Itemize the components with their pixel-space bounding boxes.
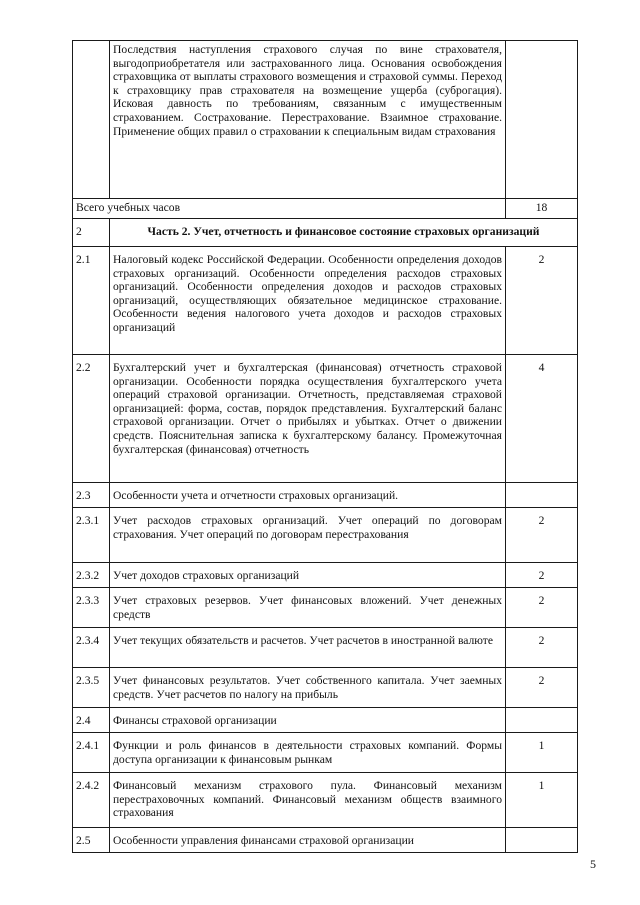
table-row	[73, 733, 578, 773]
row-topic: Учет доходов страховых организаций	[110, 563, 506, 588]
row-hours: 2	[506, 668, 578, 708]
row-number: 2.4.1	[73, 733, 110, 773]
row-topic: Бухгалтерский учет и бухгалтерская (финансовая) отчетность страховой организации. Особенности порядка осуществления бухгалтерского учета операций страховой организации. Отчетность, представляемая страховой организацией: форма, состав, порядок представления. Бухгалтерский баланс страховой организации. Отчет о прибылях и убытках. Отчет о движении средств. Пояснительная записка к бухгалтерскому балансу. Промежуточная бухгалтерская (финансовая) отчетность	[110, 355, 506, 483]
row-topic: Финансы страховой организации	[110, 708, 506, 733]
row-topic: Функции и роль финансов в деятельности страховых компаний. Формы доступа организации к финансовым рынкам	[110, 733, 506, 773]
table-row	[73, 563, 578, 588]
section-title: Часть 2. Учет, отчетность и финансовое состояние страховых организаций	[110, 219, 578, 247]
table-row	[73, 508, 578, 563]
table-row	[73, 483, 578, 508]
row-topic: Особенности учета и отчетности страховых организаций.	[110, 483, 506, 508]
row-hours: 2	[506, 247, 578, 355]
row-hours: 1	[506, 773, 578, 828]
row-number: 2.2	[73, 355, 110, 483]
table-row	[73, 355, 578, 483]
row-hours	[506, 41, 578, 199]
row-topic: Учет текущих обязательств и расчетов. Учет расчетов в иностранной валюте	[110, 628, 506, 668]
row-topic: Налоговый кодекс Российской Федерации. Особенности определения доходов страховых организаций. Особенности определения расходов страховых организаций. Особенности определения доходов и расходов страховых организаций, осуществляющих обязательное медицинское страхование. Особенности ведения налогового учета доходов и расходов страховых организаций	[110, 247, 506, 355]
row-number: 2.3.4	[73, 628, 110, 668]
row-number: 2.3	[73, 483, 110, 508]
row-number: 2.3.2	[73, 563, 110, 588]
row-topic: Учет финансовых результатов. Учет собственного капитала. Учет заемных средств. Учет расчетов по налогу на прибыль	[110, 668, 506, 708]
row-number: 2.4	[73, 708, 110, 733]
row-number: 2.3.1	[73, 508, 110, 563]
row-number: 2.3.5	[73, 668, 110, 708]
table-row	[73, 828, 578, 853]
table-row	[73, 247, 578, 355]
row-topic: Последствия наступления страхового случая по вине страхователя, выгодоприобретателя или застрахованного лица. Основания освобождения страховщика от выплаты страхового возмещения и страховой суммы. Переход к страховщику прав страхователя на возмещение ущерба (суброгация). Исковая давность по требованиям, связанным с имущественным страхованием. Сострахование. Перестрахование. Взаимное страхование. Применение общих правил о страховании к специальным видам страхования	[110, 41, 506, 199]
row-topic: Финансовый механизм страхового пула. Финансовый механизм перестраховочных компаний. Финансовый механизм обществ взаимного страхования	[110, 773, 506, 828]
row-hours: 1	[506, 733, 578, 773]
row-topic: Учет страховых резервов. Учет финансовых вложений. Учет денежных средств	[110, 588, 506, 628]
table-row	[73, 708, 578, 733]
total-label: Всего учебных часов	[73, 199, 506, 219]
total-row	[73, 199, 578, 219]
section-number: 2	[73, 219, 110, 247]
table-row	[73, 588, 578, 628]
row-number: 2.3.3	[73, 588, 110, 628]
table-row	[73, 773, 578, 828]
row-number: 2.4.2	[73, 773, 110, 828]
row-hours: 2	[506, 563, 578, 588]
row-hours	[506, 828, 578, 853]
table-row	[73, 628, 578, 668]
row-hours: 2	[506, 628, 578, 668]
row-hours	[506, 483, 578, 508]
table-row	[73, 668, 578, 708]
row-hours: 4	[506, 355, 578, 483]
row-hours	[506, 708, 578, 733]
row-number: 2.1	[73, 247, 110, 355]
page-number: 5	[590, 857, 596, 871]
section-row	[73, 219, 578, 247]
table-row	[73, 41, 578, 199]
row-hours: 2	[506, 588, 578, 628]
row-topic: Особенности управления финансами страховой организации	[110, 828, 506, 853]
curriculum-table	[72, 40, 578, 853]
total-hours: 18	[506, 199, 578, 219]
row-number: 2.5	[73, 828, 110, 853]
row-number	[73, 41, 110, 199]
row-hours: 2	[506, 508, 578, 563]
row-topic: Учет расходов страховых организаций. Учет операций по договорам страхования. Учет операций по договорам перестрахования	[110, 508, 506, 563]
